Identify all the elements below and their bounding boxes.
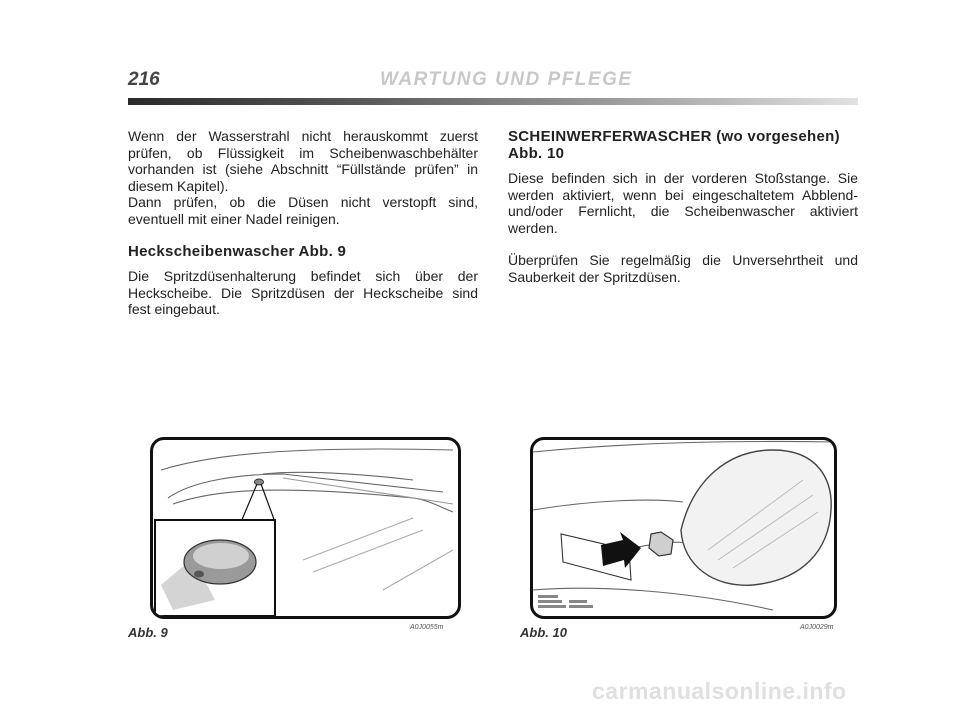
section-heading-rear-washer: Heckscheibenwascher Abb. 9 [128, 243, 347, 260]
intro-paragraph-2: Dann prüfen, ob die Düsen nicht verstopft sind, eventuell mit einer Nadel reinigen. [128, 194, 478, 227]
header-rule [128, 98, 858, 105]
left-column [128, 128, 478, 318]
intro-paragraph: Wenn der Wasserstrahl nicht herauskommt zuerst prüfen, ob Flüssigkeit im Scheibenwaschbehälter vorhanden ist (siehe Abschnitt “Füllstände prüfen” in diesem Kapitel). [128, 128, 478, 194]
page-number: 216 [128, 69, 160, 90]
rear-washer-illustration [153, 440, 458, 616]
figure-headlight-washer [530, 437, 837, 619]
section-heading-headlight-washer: SCHEINWERFERWASCHER (wo vorgesehen) Abb. 10 [508, 128, 840, 162]
figure-10-caption: Abb. 10 [520, 625, 567, 640]
figure-9-code: A0J0055m [410, 624, 444, 631]
headlight-washer-paragraph: Diese befinden sich in der vorderen Stoßstange. Sie werden aktiviert, wenn bei eingeschaltetem Abblend- und/oder Fernlicht, die Scheibenwascher aktiviert werden. [508, 170, 858, 236]
watermark: carmanualsonline.info [592, 678, 847, 704]
headlight-washer-illustration [533, 440, 834, 616]
headlight-check-paragraph: Überprüfen Sie regelmäßig die Unversehrtheit und Sauberkeit der Spritzdüsen. [508, 252, 858, 285]
figure-10-code: A0J0029m [800, 624, 834, 631]
running-title: WARTUNG UND PFLEGE [380, 69, 633, 90]
figure-rear-washer [150, 437, 461, 619]
figure-9-caption: Abb. 9 [128, 625, 168, 640]
right-column [508, 128, 858, 285]
rear-washer-paragraph: Die Spritzdüsenhalterung befindet sich über der Heckscheibe. Die Spritzdüsen der Heckscheibe sind fest eingebaut. [128, 268, 478, 317]
